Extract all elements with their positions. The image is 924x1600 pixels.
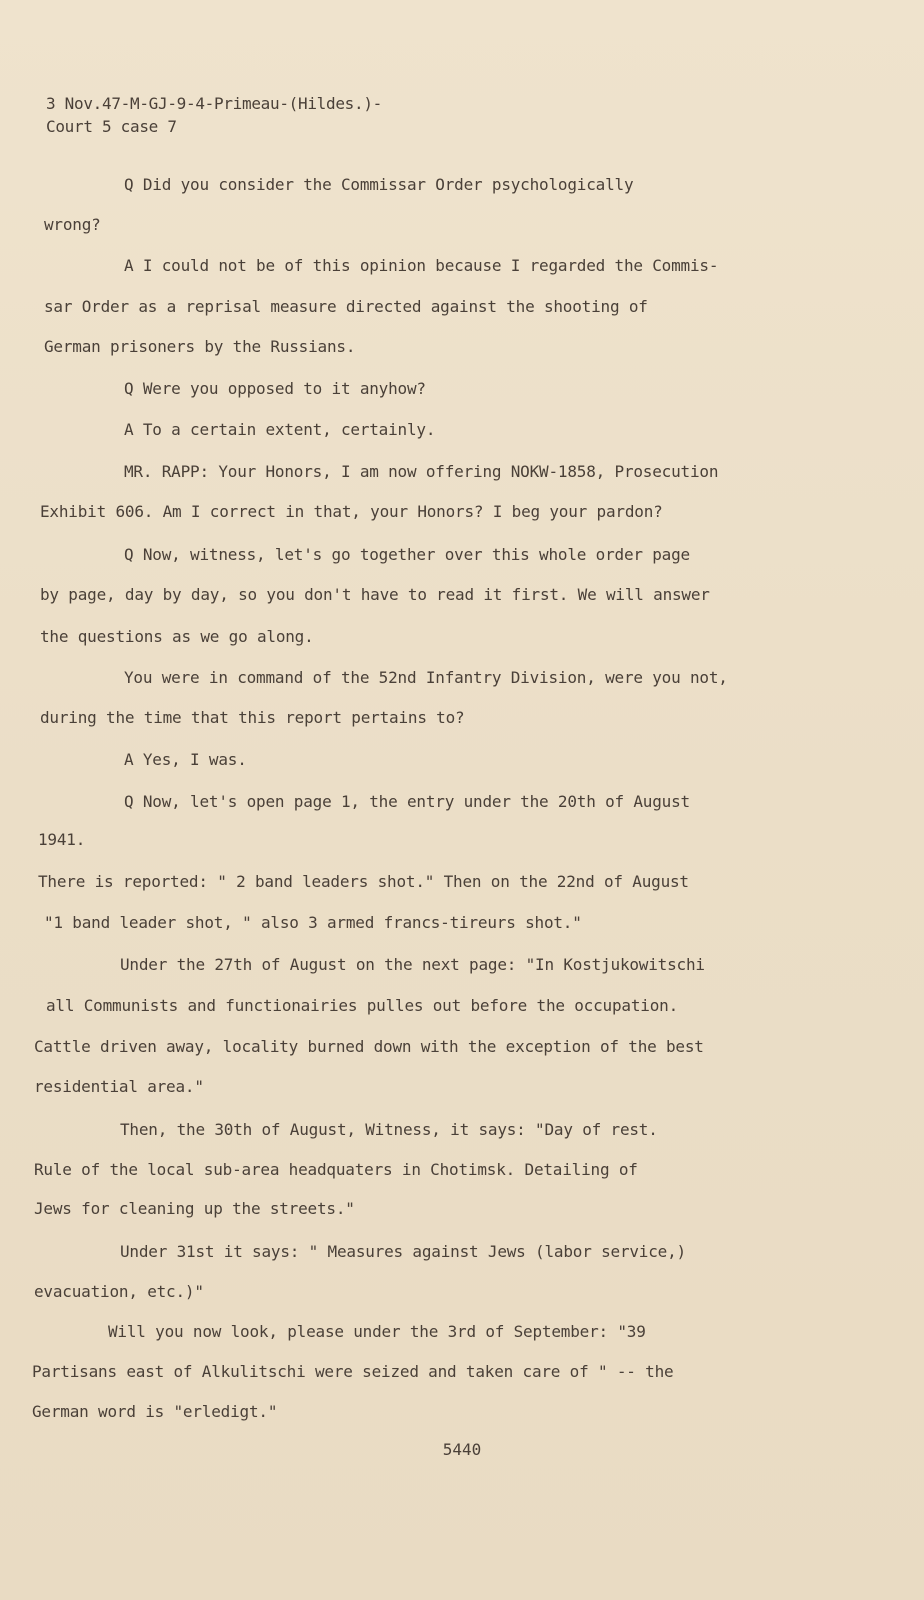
text-line: Then, the 30th of August, Witness, it says: "Day of rest.: [120, 1120, 658, 1139]
header-line-1: 3 Nov.47-M-GJ-9-4-Primeau-(Hildes.)-: [46, 94, 382, 113]
text-line: German word is "erledigt.": [32, 1402, 278, 1421]
text-line: wrong?: [44, 215, 101, 234]
text-line: the questions as we go along.: [40, 627, 314, 646]
text-line: A To a certain extent, certainly.: [124, 420, 436, 439]
text-line: Exhibit 606. Am I correct in that, your Honors? I beg your pardon?: [40, 502, 663, 521]
text-line: Jews for cleaning up the streets.": [34, 1199, 355, 1218]
text-line: Under the 27th of August on the next page: "In Kostjukowitschi: [120, 955, 705, 974]
text-line: A I could not be of this opinion because I regarded the Commis-: [124, 256, 719, 275]
text-line: residential area.": [34, 1077, 204, 1096]
text-line: Cattle driven away, locality burned down with the exception of the best: [34, 1037, 704, 1056]
text-line: sar Order as a reprisal measure directed against the shooting of: [44, 297, 648, 316]
text-line: evacuation, etc.)": [34, 1282, 204, 1301]
text-line: all Communists and functionairies pulles out before the occupation.: [46, 996, 678, 1015]
text-line: "1 band leader shot, " also 3 armed francs-tireurs shot.": [44, 913, 582, 932]
text-line: There is reported: " 2 band leaders shot." Then on the 22nd of August: [38, 872, 689, 891]
text-line: 1941.: [38, 830, 86, 849]
text-line: Q Now, witness, let's go together over this whole order page: [124, 545, 690, 564]
text-line: German prisoners by the Russians.: [44, 337, 356, 356]
text-line: MR. RAPP: Your Honors, I am now offering NOKW-1858, Prosecution: [124, 462, 719, 481]
text-line: Rule of the local sub-area headquaters in Chotimsk. Detailing of: [34, 1160, 638, 1179]
text-line: Partisans east of Alkulitschi were seized and taken care of " -- the: [32, 1362, 674, 1381]
document-header: [46, 92, 382, 138]
text-line: Will you now look, please under the 3rd of September: "39: [108, 1322, 646, 1341]
text-line: Under 31st it says: " Measures against Jews (labor service,): [120, 1242, 686, 1261]
header-line-2: Court 5 case 7: [46, 117, 177, 136]
text-line: during the time that this report pertains to?: [40, 708, 465, 727]
text-line: You were in command of the 52nd Infantry Division, were you not,: [124, 668, 728, 687]
text-line: A Yes, I was.: [124, 750, 247, 769]
text-line: Q Did you consider the Commissar Order psychologically: [124, 175, 634, 194]
text-line: Q Now, let's open page 1, the entry under the 20th of August: [124, 792, 690, 811]
text-line: by page, day by day, so you don't have to read it first. We will answer: [40, 585, 710, 604]
text-line: Q Were you opposed to it anyhow?: [124, 379, 426, 398]
page-number: 5440: [442, 1440, 482, 1459]
